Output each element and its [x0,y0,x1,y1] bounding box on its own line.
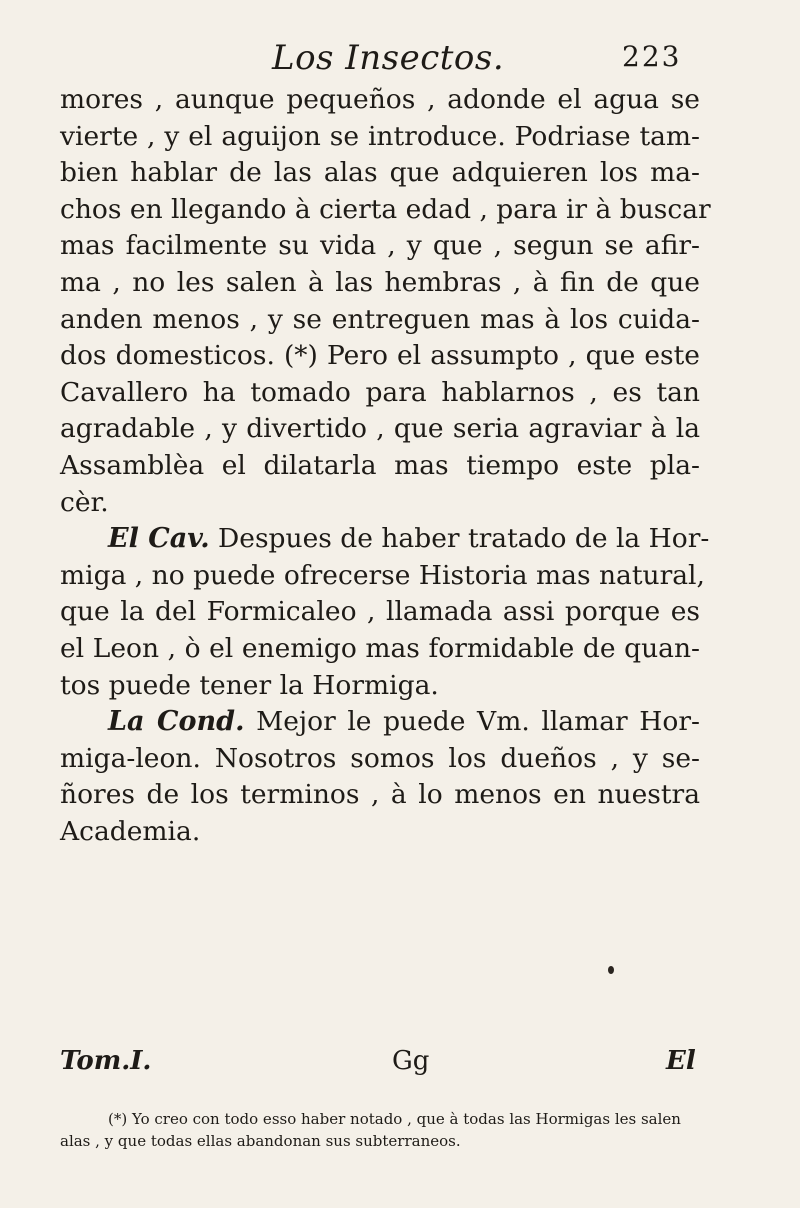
footnote-line: alas , y que todas ellas abandonan sus subterraneos. [60,1132,461,1150]
text-span: Despues de haber tratado de la Hor- [218,523,710,555]
text-line: chos en llegando à cierta edad , para ir à buscar [60,193,711,225]
body-text [60,82,711,850]
dialogue-line [60,704,700,741]
gathering-mark: Gg [392,1046,430,1076]
text-span: Mejor le puede Vm. llamar Hor- [256,706,700,738]
text-line: ñores de los terminos , à lo menos en nuestra [60,779,700,811]
running-title: Los Insectos. [272,38,505,78]
text-line: miga , no puede ofrecerse Historia mas natural, [60,559,705,591]
text-line: cèr. [60,486,109,518]
footnote [60,1108,718,1152]
speaker-label: El Cav. [108,523,210,555]
text-line: Academia. [60,815,201,847]
text-line: dos domesticos. (*) Pero el assumpto , que este [60,340,700,372]
text-line: Assamblèa el dilatarla mas tiempo este pla- [60,449,700,481]
text-line: tos puede tener la Hormiga. [60,669,439,701]
speaker-label: La Cond. [108,706,245,738]
text-line: vierte , y el aguijon se introduce. Podriase tam- [60,120,700,152]
text-line: que la del Formicaleo , llamada assi porque es [60,596,700,628]
text-line: miga-leon. Nosotros somos los dueños , y se- [60,742,700,774]
text-line: ma , no les salen à las hembras , à fin de que [60,266,700,298]
running-head [0,38,800,82]
volume-mark: Tom.I. [60,1046,152,1076]
text-line: agradable , y divertido , que seria agraviar à la [60,413,700,445]
text-line: anden menos , y se entreguen mas à los cuida- [60,303,700,335]
signature-row [0,1046,800,1086]
page-number: 223 [622,40,682,73]
text-line: bien hablar de las alas que adquieren los ma- [60,157,700,189]
footnote-line: (*) Yo creo con todo esso haber notado , que à todas las Hormigas les salen [108,1110,681,1128]
text-line: mas facilmente su vida , y que , segun se afir- [60,230,700,262]
text-line: mores , aunque pequeños , adonde el agua se [60,84,700,115]
ink-speck [608,966,614,974]
text-line: Cavallero ha tomado para hablarnos , es tan [60,376,700,408]
catchword: El [666,1046,696,1076]
dialogue-line [60,521,710,558]
text-line: el Leon , ò el enemigo mas formidable de quan- [60,632,700,664]
